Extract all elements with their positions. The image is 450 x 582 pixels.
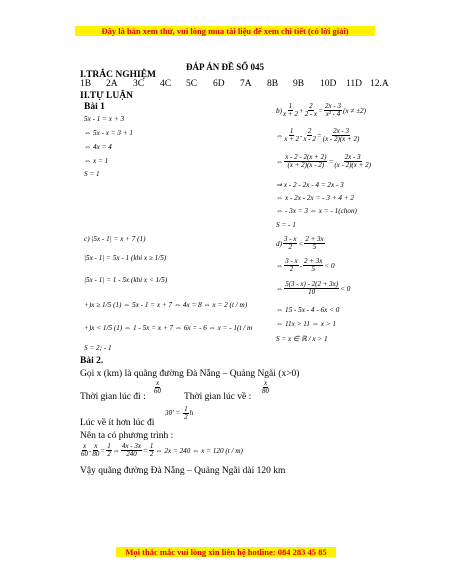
bai1-heading: Bài 1: [84, 102, 105, 112]
a-line: S = 1: [84, 170, 100, 178]
b-equation-3: ⇔ $\frac{x - 2 - 2(x + 2)}{(x + 2)(x - 2)}$ = $\frac{2x - 3}{(x - 2)(x + 2)}$: [276, 153, 371, 169]
answer-item: 11D: [346, 79, 363, 89]
b-line: S = - 1: [276, 221, 296, 229]
bai2-time-back-label: Thời gian lúc về :: [184, 392, 252, 402]
c-line: S = 2; - 1: [84, 344, 112, 352]
answer-item: 9B: [293, 79, 305, 89]
bai2-equation-intro: Nên ta có phương trình :: [80, 431, 174, 441]
b-line: ⇔ - 3x = 3 ⇔ x = - 1(chon): [276, 207, 357, 215]
a-line: ⇔ 5x - x = 3 + 1: [84, 129, 134, 137]
section-multiple-choice: I.TRẮC NGHIỆM: [80, 70, 157, 80]
d-line: ⇔ 15 - 5x - 4 - 6x < 0: [276, 306, 340, 314]
bai2-equation: $\frac{x}{60}$ - $\frac{x}{80}$ = $\frac{1}{2}$ ⇔ $\frac{4x - 3x}{240}$ = $\frac{1}{2}$ ⇔ 2x = 240 ⇔ x = 120 (t / m): [81, 442, 243, 458]
answer-item: 12.A: [370, 79, 389, 89]
answer-item: 10D: [320, 79, 337, 89]
d-line: S = x ∈ ℝ / x > 1: [276, 335, 328, 343]
b-equation-1: b) $\frac{1}{x + 2}$ + $\frac{2}{2 - x}$ = $\frac{2x - 3}{\text{x² - 4}}$ (x ≠ ±2): [276, 102, 367, 118]
bai2-time-go-label: Thời gian lúc đi :: [80, 392, 146, 402]
d-equation-2: ⇔ $\frac{3 - x}{2}$ - $\frac{2 + 3x}{5}$ < 0: [276, 257, 335, 273]
b-line: ⇒ x - 2 - 2x - 4 = 2x - 3: [276, 181, 344, 189]
d-equation-3: ⇔ $\frac{5(3 - x) - 2(2 + 3x)}{10}$ < 0: [276, 280, 351, 296]
c-line: |5x - 1| = 1 - 5x (khi x < 1/5): [84, 276, 168, 284]
answer-item: 1B: [80, 79, 92, 89]
c-line: c) |5x - 1| = x + 7 (1): [84, 235, 146, 243]
b-equation-2: ⇔ $\frac{1}{x + 2}$ - $\frac{2}{x - 2}$ = $\frac{2x - 3}{(x - 2)(x + 2)}$: [276, 127, 360, 143]
a-line: ⇔ x = 1: [84, 157, 109, 165]
a-line: ⇔ 4x = 4: [84, 143, 112, 151]
answer-item: 5C: [186, 79, 198, 89]
answer-item: 8B: [267, 79, 279, 89]
time-diff: 30' = $\frac{1}{2}$ h: [165, 405, 194, 421]
b-line: ⇔ x - 2x - 2x = - 3 + 4 + 2: [276, 194, 355, 202]
answer-item: 7A: [240, 79, 252, 89]
answer-item: 3C: [133, 79, 145, 89]
time-go-fraction: $\frac{x}{60}$: [154, 379, 161, 395]
answer-item: 4C: [160, 79, 172, 89]
c-line: +)x ≥ 1/5 (1) ⇔ 5x - 1 = x + 7 ⇔ 4x = 8 ⇔ x = 2 (t / m): [84, 301, 248, 309]
bai2-heading: Bài 2.: [80, 356, 104, 366]
page-title: ĐÁP ÁN ĐỀ SỐ 045: [185, 62, 264, 72]
bai2-conclusion: Vậy quãng đường Đà Nẵng – Quảng Ngãi dài 120 km: [80, 466, 286, 476]
footer-notice: Mọi thắc mắc vui lòng xin liên hệ hotline: 084 283 45 85: [116, 547, 336, 557]
d-equation-1: d) $\frac{3 - x}{2}$ < $\frac{2 + 3x}{5}$: [276, 235, 324, 251]
answer-item: 6D: [213, 79, 225, 89]
time-back-fraction: $\frac{x}{80}$: [262, 379, 269, 395]
c-line: +)x < 1/5 (1) ⇔ 1 - 5x = x + 7 ⇔ 6x = - 6 ⇔ x = - 1(t / m: [84, 324, 253, 332]
d-line: ⇔ 11x > 11 ⇔ x > 1: [276, 320, 336, 328]
bai2-less-time: Lúc về ít hơn lúc đi: [80, 418, 155, 428]
bai2-setup: Gọi x (km) là quãng đường Đà Nẵng – Quảng Ngãi (x>0): [80, 369, 300, 379]
c-line: |5x - 1| = 5x - 1 (khi x ≥ 1/5): [84, 254, 167, 262]
a-line: 5x - 1 = x + 3: [84, 115, 125, 123]
header-notice: Đây là bản xem thử, vui lòng mua tài liệu để xem chi tiết (có lời giải): [75, 26, 375, 36]
answer-item: 2A: [106, 79, 118, 89]
section-essay: II.TỰ LUẬN: [80, 91, 133, 101]
